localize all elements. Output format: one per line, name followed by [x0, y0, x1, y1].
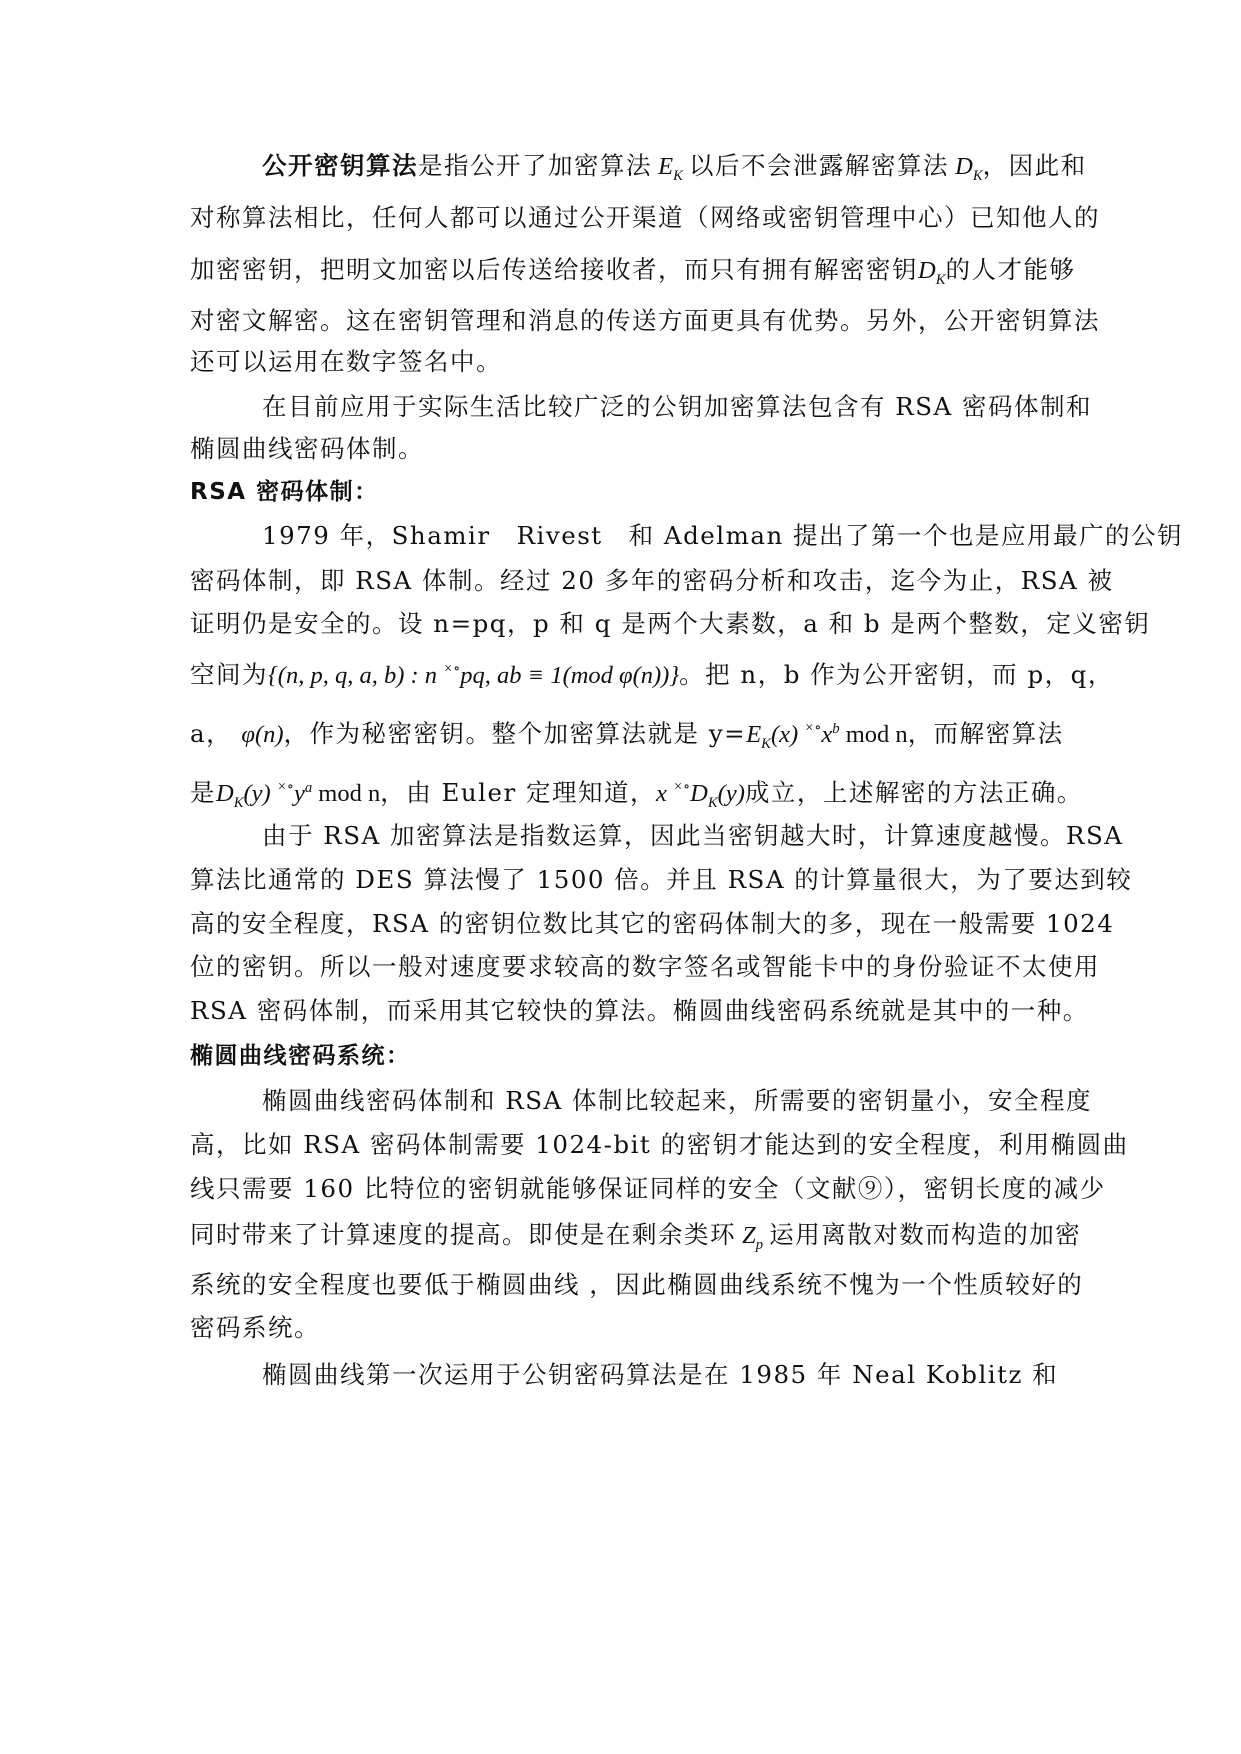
text: ，而解密算法	[907, 719, 1064, 749]
text: 以后不会泄露解密算法	[689, 151, 950, 180]
para5-line5: 系统的安全程度也要低于椭圆曲线 ，因此椭圆曲线系统不愧为一个性质较好的	[190, 1270, 1084, 1299]
math-ek: $E_K$	[658, 153, 683, 184]
para2-line1: 在目前应用于实际生活比较广泛的公钥加密算法包含有 RSA 密码体制和	[262, 392, 1092, 421]
para3-line5	[190, 711, 1064, 762]
para1-line1	[262, 148, 1087, 194]
text: 空间为	[190, 660, 268, 689]
para1-line3	[190, 252, 1076, 298]
para2-line2: 椭圆曲线密码体制。	[190, 434, 424, 463]
para1-line2: 对称算法相比，任何人都可以通过公开渠道（网络或密钥管理中心）已知他人的	[190, 203, 1100, 232]
text: 加密密钥，把明文加密以后传送给接收者，而只有拥有解密密钥	[190, 255, 918, 284]
heading-ecc: 椭圆曲线密码系统：	[190, 1043, 411, 1069]
text: a，	[190, 719, 233, 749]
math-check: x $^{\times\circ}D_K(y)$	[656, 778, 745, 812]
para3-line6	[190, 770, 1083, 821]
math-keyspace: {(n, p, q, a, b) : n ×∘pq, ab ≡ 1(mod φ(n))}	[268, 660, 680, 689]
para1-line5: 还可以运用在数字签名中。	[190, 347, 502, 376]
text: 的人才能够	[945, 255, 1076, 284]
para3-line3: 证明仍是安全的。设 n=pq，p 和 q 是两个大素数，a 和 b 是两个整数，定义密钥	[190, 609, 1151, 638]
text: 是	[190, 778, 216, 808]
text: 是指公开了加密算法	[418, 151, 652, 180]
text: 。把 n，b 作为公开密钥，而 p，q，	[679, 660, 1114, 689]
para4-line5: RSA 密码体制，而采用其它较快的算法。椭圆曲线密码系统就是其中的一种。	[190, 996, 1089, 1025]
para3-line4	[190, 657, 1114, 697]
para1-line4: 对密文解密。这在密钥管理和消息的传送方面更具有优势。另外，公开密钥算法	[190, 306, 1100, 335]
para4-line1: 由于 RSA 加密算法是指数运算，因此当密钥越大时，计算速度越慢。RSA	[262, 821, 1124, 850]
term-public-key-algorithm: 公开密钥算法	[262, 151, 418, 180]
text: ，由 Euler 定理知道，	[380, 778, 657, 808]
para5-line1: 椭圆曲线密码体制和 RSA 体制比较起来，所需要的密钥量小，安全程度	[262, 1086, 1092, 1115]
math-decryption: $D_K(y)$ $^{\times\circ}y^a$ mod n	[216, 778, 381, 812]
math-dk: $D_K$	[955, 153, 983, 184]
para3-line2: 密码体制，即 RSA 体制。经过 20 多年的密码分析和攻击，迄今为止，RSA 被	[190, 566, 1114, 595]
para5-line4	[190, 1217, 1082, 1263]
text: 成立，上述解密的方法正确。	[744, 778, 1083, 808]
text: 同时带来了计算速度的提高。即使是在剩余类环	[190, 1220, 736, 1249]
math-zp: $Z_p$	[742, 1222, 764, 1253]
para4-line3: 高的安全程度，RSA 的密钥位数比其它的密码体制大的多，现在一般需要 1024	[190, 909, 1115, 938]
heading-rsa: RSA 密码体制：	[190, 479, 379, 505]
para4-line4: 位的密钥。所以一般对速度要求较高的数字签名或智能卡中的身份验证不太使用	[190, 952, 1100, 981]
text: ，作为秘密密钥。整个加密算法就是 y=	[283, 719, 747, 749]
text: ，因此和	[982, 151, 1087, 180]
para5-line6: 密码系统。	[190, 1313, 320, 1342]
math-dk: $D_K$	[918, 257, 946, 288]
para5-line2: 高，比如 RSA 密码体制需要 1024-bit 的密钥才能达到的安全程度，利用椭圆曲	[190, 1130, 1129, 1159]
para4-line2: 算法比通常的 DES 算法慢了 1500 倍。并且 RSA 的计算量很大，为了要达到较	[190, 865, 1133, 894]
para3-line1: 1979 年，Shamir Rivest 和 Adelman 提出了第一个也是应用最广的公钥	[262, 521, 1184, 550]
para6-line1: 椭圆曲线第一次运用于公钥密码算法是在 1985 年 Neal Koblitz 和	[262, 1360, 1059, 1389]
math-encryption: $E_K(x)$ $^{\times\circ}x^b$ mod n	[746, 719, 908, 753]
para5-line3: 线只需要 160 比特位的密钥就能够保证同样的安全（文献⑨），密钥长度的减少	[190, 1174, 1106, 1203]
text: 运用离散对数而构造的加密	[769, 1220, 1082, 1249]
math-phi-n: φ(n)	[241, 721, 284, 749]
